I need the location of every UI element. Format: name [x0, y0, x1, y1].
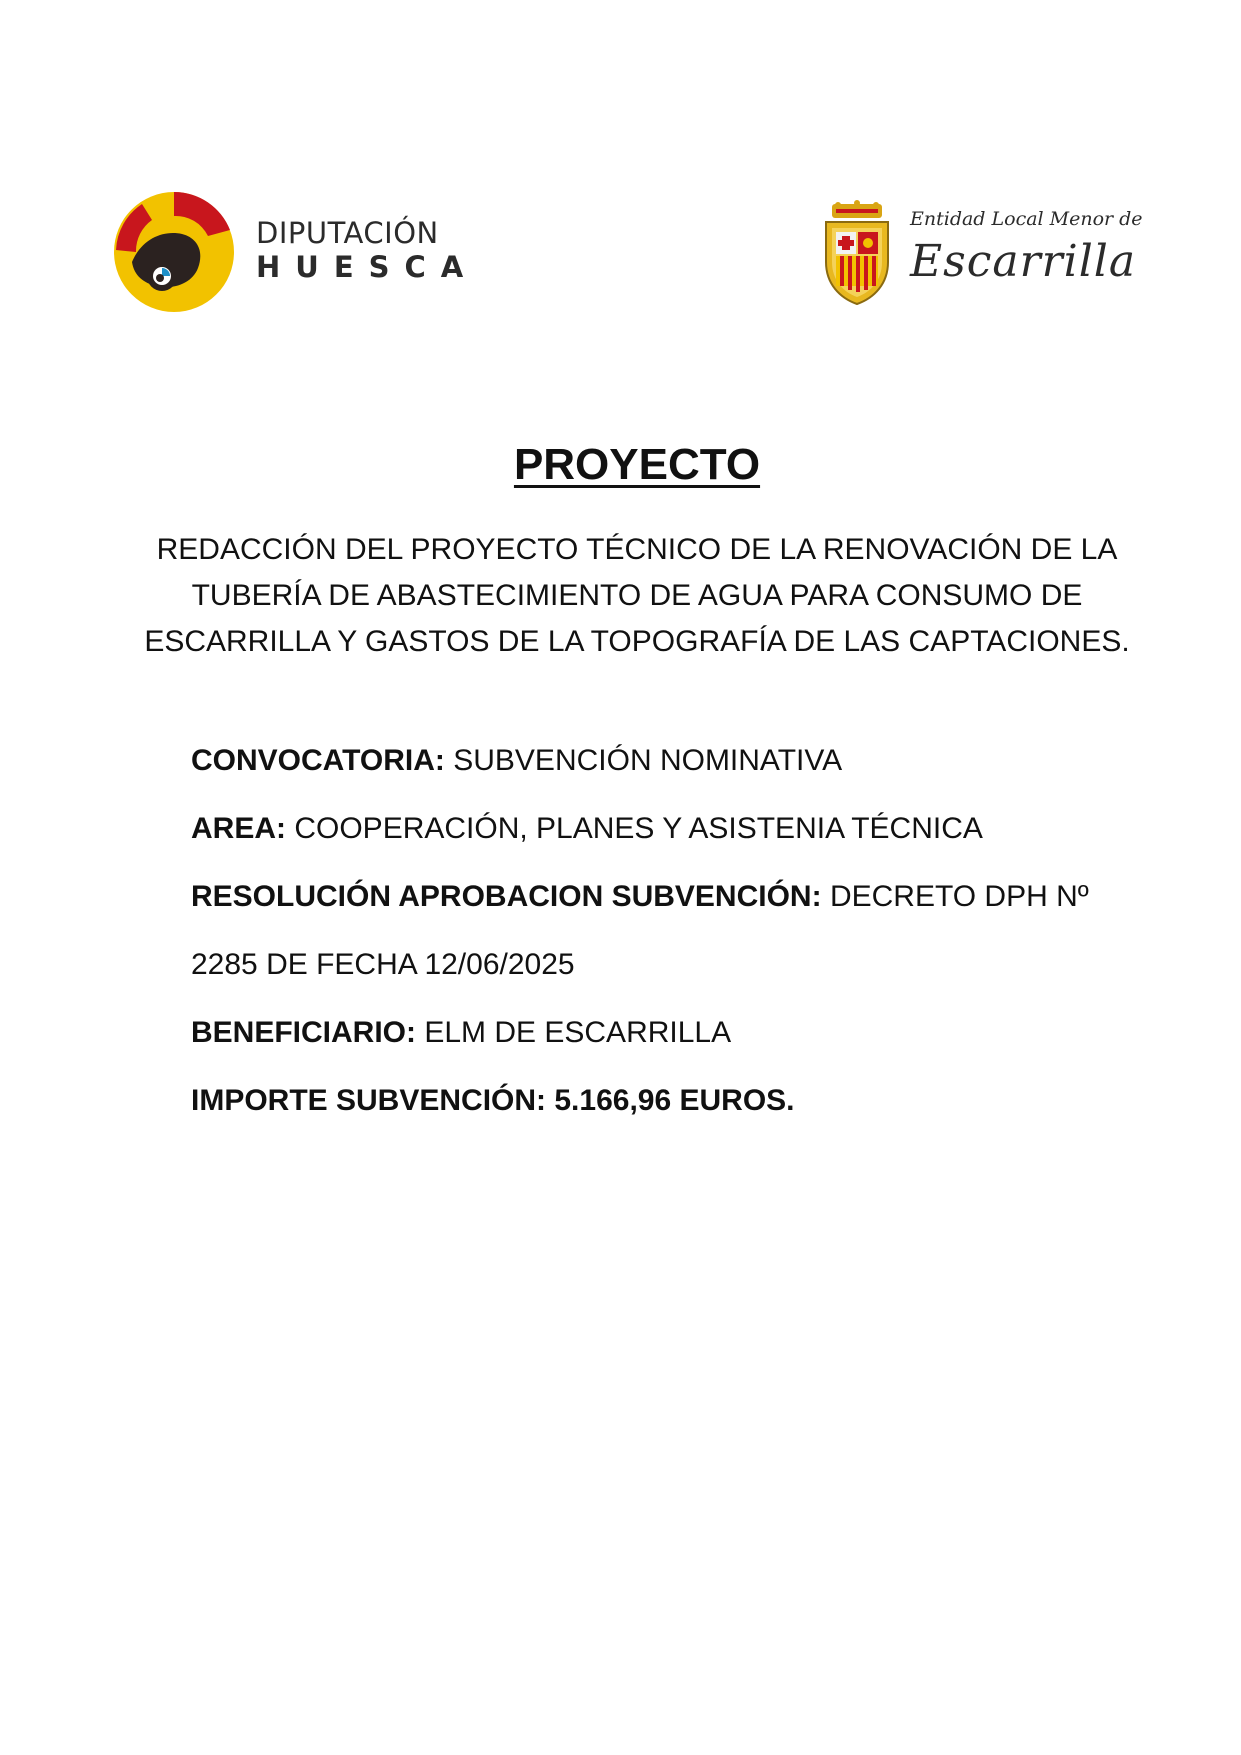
field-resolucion-continued: [191, 942, 1131, 1010]
escarrilla-logo-line2: Escarrilla: [910, 236, 1137, 287]
field-label-resolucion: RESOLUCIÓN APROBACION SUBVENCIÓN:: [191, 880, 822, 913]
field-value-convocatoria: SUBVENCIÓN NOMINATIVA: [453, 744, 843, 777]
escarrilla-logo: [818, 200, 1143, 312]
field-value-resolucion-line1: DECRETO DPH Nº: [829, 880, 1089, 913]
diputacion-huesca-emblem-icon: [112, 190, 236, 314]
field-importe: [191, 1078, 1131, 1146]
diputacion-logo-line1: DIPUTACIÓN: [256, 216, 439, 250]
escarrilla-logo-line1: Entidad Local Menor de: [910, 208, 1143, 230]
field-value-beneficiario: ELM DE ESCARRILLA: [424, 1016, 732, 1049]
field-label-convocatoria: CONVOCATORIA:: [191, 744, 445, 777]
field-area: [191, 806, 1131, 874]
field-value-importe: 5.166,96 EUROS.: [554, 1084, 795, 1117]
diputacion-huesca-logo: [112, 190, 492, 315]
field-convocatoria: [191, 738, 1131, 806]
document-fields: [191, 738, 1131, 1146]
field-label-importe: IMPORTE SUBVENCIÓN:: [191, 1084, 547, 1117]
field-label-beneficiario: BENEFICIARIO:: [191, 1016, 416, 1049]
diputacion-logo-line2: HUESCA: [256, 250, 479, 284]
field-label-area: AREA:: [191, 812, 286, 845]
document-subtitle: REDACCIÓN DEL PROYECTO TÉCNICO DE LA RENOVACIÓN DE LA TUBERÍA DE ABASTECIMIENTO DE AGUA PARA CONSUMO DE ESCARRILLA Y GASTOS DE LA TOPOGRAFÍA DE LAS CAPTACIONES.: [144, 533, 1130, 658]
document-title: PROYECTO: [513, 440, 761, 489]
field-value-resolucion-line2: 2285 DE FECHA 12/06/2025: [191, 948, 575, 981]
field-beneficiario: [191, 1010, 1131, 1078]
escarrilla-coat-of-arms-icon: [818, 200, 896, 308]
field-resolucion: [191, 874, 1131, 942]
field-value-area: COOPERACIÓN, PLANES Y ASISTENIA TÉCNICA: [294, 812, 983, 845]
